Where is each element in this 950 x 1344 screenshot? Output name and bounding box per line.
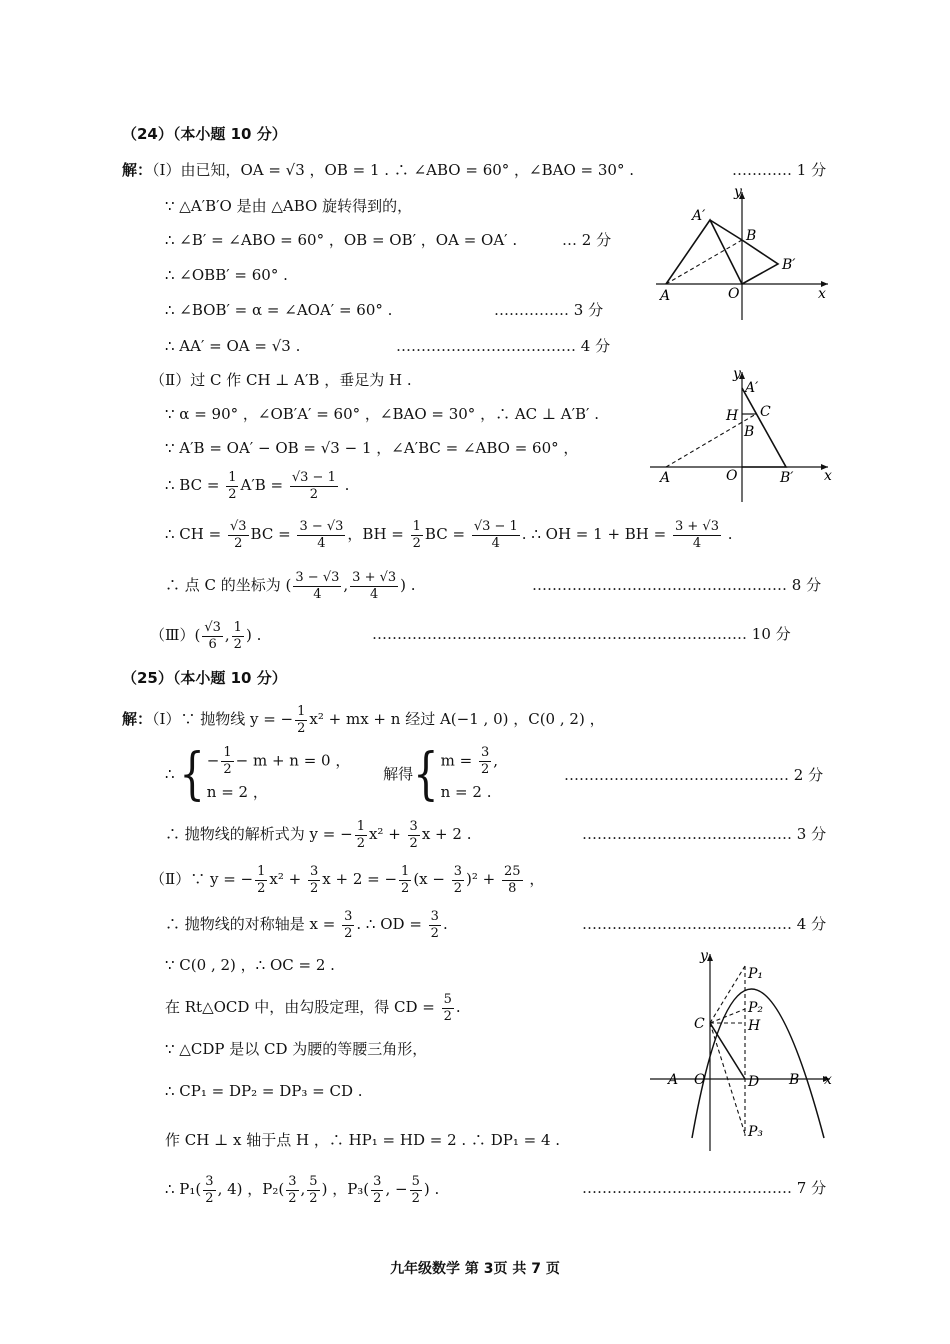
fig3-label-h: H	[748, 1018, 761, 1034]
fig2-label-c: C	[760, 404, 771, 420]
q24-p2-line5: ∴ CH = $\frac{√3}{2}$ BC = $\frac{3 - √3}{4}$ ，BH = $\frac{1}{2}$ BC = $\frac{√3 - 1}{4}$ . ∴ OH = 1 + BH = $\frac{3 + √3}{4}$ .	[165, 518, 733, 551]
fig2-label-a-prime: A′	[745, 380, 759, 396]
q24-p1-line5: ∴ ∠BOB′ = α = ∠AOA′ = 60° .	[165, 301, 393, 319]
q24-p1-line1	[122, 160, 634, 180]
fig2-label-a: A	[660, 470, 671, 486]
triangle-a-prime	[666, 220, 742, 284]
q25-score-4: …………………………………… 4 分	[582, 915, 827, 933]
q24-score-8: …………………………………………… 8 分	[532, 576, 822, 594]
q24-score-2: … 2 分	[562, 231, 612, 249]
q24-figure-2	[648, 364, 838, 504]
q25-p2-line4: 在 Rt△OCD 中，由勾股定理，得 CD = $\frac{5}{2}$ .	[165, 991, 461, 1024]
q24-p1-line6: ∴ AA′ = OA = √3 .	[165, 337, 301, 355]
fig2-label-b-prime: B′	[780, 470, 794, 486]
q25-p1-system: ∴ { − $\frac{1}{2}$ − m + n = 0 ， n = 2 ， 解得{ m = $\frac{3}{2}$ , n = 2 .	[165, 742, 499, 808]
q25-figure-parabola	[648, 946, 838, 1156]
q25-score-7: …………………………………… 7 分	[582, 1179, 827, 1197]
fig1-label-a-prime: A′	[692, 208, 706, 224]
fig1-label-y: y	[734, 184, 742, 200]
q25-p2-line2: ∴ 抛物线的对称轴是 x = $\frac{3}{2}$ . ∴ OD = $\frac{3}{2}$ .	[165, 908, 448, 941]
q24-solution-label: 解：	[122, 161, 153, 179]
q25-p2-line8: ∴ P₁( $\frac{3}{2}$ , 4) ，P₂( $\frac{3}{2}$ , $\frac{5}{2}$ ) ，P₃( $\frac{3}{2}$ , − $\frac{5}{2}$ ) .	[165, 1173, 440, 1206]
q25-p2-line7: 作 CH ⊥ x 轴于点 H ，∴ HP₁ = HD = 2 . ∴ DP₁ = 4 .	[165, 1131, 561, 1149]
q24-p2-line3: ∵ A′B = OA′ − OB = √3 − 1 ，∠A′BC = ∠ABO = 60° ，	[165, 439, 579, 457]
frac-s3m1-2: $\frac{√3 - 1}{2}$	[291, 469, 336, 502]
fig1-label-o: O	[728, 286, 740, 302]
fig2-label-b: B	[744, 424, 755, 440]
frac-1-2: $\frac{1}{2}$	[228, 469, 237, 502]
q24-heading: （24）（本小题 10 分）	[122, 125, 287, 143]
fig3-label-o: O	[694, 1072, 706, 1088]
fig3-label-y: y	[700, 948, 708, 964]
fig3-label-c: C	[694, 1016, 705, 1032]
page-footer: 九年级数学 第 3页 共 7 页	[390, 1261, 560, 1277]
fig2-label-h: H	[726, 408, 739, 424]
q24-p2-line4: ∴ BC = $\frac{1}{2}$ A′B = $\frac{√3 - 1}{2}$ .	[165, 469, 350, 502]
q24-p2-line2: ∵ α = 90° ，∠OB′A′ = 60° ，∠BAO = 30° ，∴ AC ⊥ A′B′ .	[165, 405, 599, 423]
q24-p1-line3: ∴ ∠B′ = ∠ABO = 60° ，OB = OB′ ，OA = OA′ .	[165, 231, 518, 249]
fig3-label-p3: P₃	[748, 1124, 764, 1140]
fig2-label-y: y	[733, 366, 741, 382]
q24-score-4: ……………………………… 4 分	[396, 337, 611, 355]
fig1-label-x: x	[818, 286, 826, 302]
q25-solution-label: 解：	[122, 710, 153, 728]
q24-score-1: ………… 1 分	[732, 161, 827, 179]
q25-p2-line3: ∵ C(0 , 2) ，∴ OC = 2 .	[165, 956, 335, 974]
q24-p1-line2: ∵ △A′B′O 是由 △ABO 旋转得到的，	[165, 197, 413, 215]
fig3-label-d: D	[748, 1074, 760, 1090]
q25-p2-line6: ∴ CP₁ = DP₂ = DP₃ = CD .	[165, 1082, 363, 1100]
fig2-label-o: O	[726, 468, 738, 484]
q24-p2-line1: （Ⅱ）过 C 作 CH ⊥ A′B ，垂足为 H .	[150, 371, 412, 389]
q25-heading: （25）（本小题 10 分）	[122, 669, 287, 687]
q25-p1-line1: 解：（Ⅰ）∵ 抛物线 y = − $\frac{1}{2}$ x² + mx + n 经过 A(−1 , 0) ，C(0 , 2) ，	[122, 703, 605, 736]
q24-p2-line6: ∴ 点 C 的坐标为 ( $\frac{3 - √3}{4}$ , $\frac{3 + √3}{4}$ ) .	[165, 569, 416, 602]
q24-figure-1	[648, 182, 838, 322]
fig3-label-b: B	[789, 1072, 800, 1088]
q24-p3-line: （Ⅲ）( $\frac{√3}{6}$ , $\frac{1}{2}$ ) .	[150, 619, 262, 652]
q24-p1-line1-text: （Ⅰ）由已知，OA = √3 ，OB = 1 . ∴ ∠ABO = 60° ，∠BAO = 30° .	[152, 161, 634, 179]
segment-cd	[710, 1023, 745, 1079]
fig1-label-a: A	[660, 288, 671, 304]
q25-p1-line3: ∴ 抛物线的解析式为 y = − $\frac{1}{2}$ x² + $\frac{3}{2}$ x + 2 .	[165, 818, 472, 851]
q24-score-10: ………………………………………………………………… 10 分	[372, 625, 791, 643]
fig3-label-p2: P₂	[748, 1000, 764, 1016]
fig1-label-b: B	[746, 228, 757, 244]
q25-score-3: …………………………………… 3 分	[582, 825, 827, 843]
q25-p2-line1: （Ⅱ）∵ y = − $\frac{1}{2}$ x² + $\frac{3}{2}$ x + 2 = − $\frac{1}{2}$ (x − $\frac{3}{2}$ )² + $\frac{25}{8}$ ，	[150, 863, 545, 896]
triangle-b-prime	[710, 220, 778, 284]
q24-p1-line4: ∴ ∠OBB′ = 60° .	[165, 266, 288, 284]
fig3-label-x: x	[824, 1072, 832, 1088]
q25-p2-line5: ∵ △CDP 是以 CD 为腰的等腰三角形，	[165, 1040, 428, 1058]
fig3-label-a: A	[668, 1072, 679, 1088]
q25-score-2: ……………………………………… 2 分	[564, 766, 824, 784]
fig1-label-b-prime: B′	[782, 257, 796, 273]
q24-score-3: …………… 3 分	[494, 301, 604, 319]
fig3-label-p1: P₁	[748, 966, 764, 982]
fig2-label-x: x	[824, 468, 832, 484]
